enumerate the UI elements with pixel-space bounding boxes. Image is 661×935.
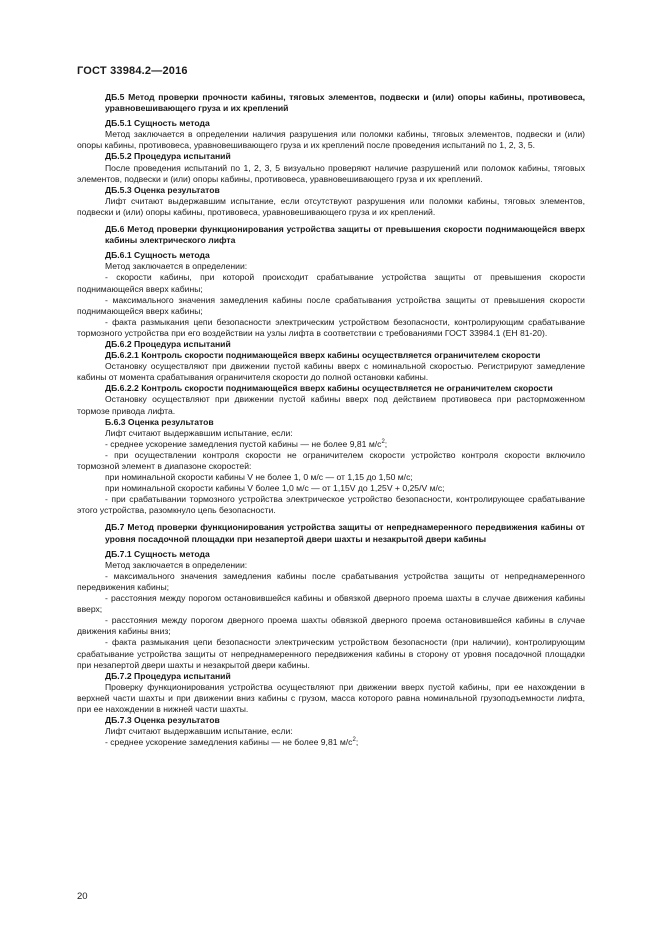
subsection-heading: ДБ.7.1 Сущность метода <box>105 548 210 559</box>
subsection-heading: ДБ.5.3 Оценка результатов <box>105 184 220 195</box>
list-item-text: - среднее ускорение замедления кабины — не более 9,81 м/с <box>105 737 353 748</box>
subsection-heading: ДБ.5.2 Процедура испытаний <box>105 151 231 162</box>
subsection-heading: ДБ.6.2.1 Контроль скорости поднимающейся вверх кабины осуществляется ограничителем скорости <box>105 350 541 361</box>
superscript: 2 <box>381 438 385 445</box>
list-item: - факта размыкания цепи безопасности электрическим устройством безопасности, контролирующим срабатывание тормозного устройства при его воздействии на узлы лифта в соответствии с требованиями ГОСТ 33984.1 (ЕН 81-20). <box>77 316 585 338</box>
list-item: - при срабатывании тормозного устройства электрическое устройство безопасности, контролирующее срабатывание этого устройства, разомкнуло цепь безопасности. <box>77 494 585 516</box>
list-item: - максимального значения замедления кабины после срабатывания устройства защиты от непреднамеренного передвижения кабины; <box>77 570 585 592</box>
list-item <box>77 737 585 748</box>
list-item: - максимального значения замедления кабины после срабатывания устройства защиты от превышения скорости поднимающейся вверх кабины; <box>77 294 585 316</box>
subsection-heading: ДБ.7.3 Оценка результатов <box>105 715 220 726</box>
list-item: - расстояния между порогом остановившейся кабины и обвязкой дверного проема шахты в случае движения кабины вверх; <box>77 593 585 615</box>
list-item <box>77 439 585 450</box>
punctuation: ; <box>384 438 388 449</box>
standard-header: ГОСТ 33984.2—2016 <box>77 65 188 77</box>
paragraph: при номинальной скорости кабины V не более 1, 0 м/с — от 1,15 до 1,50 м/с; <box>105 472 413 483</box>
superscript: 2 <box>352 737 356 744</box>
paragraph: при номинальной скорости кабины V более 1,0 м/с — от 1,15V до 1,25V + 0,25/V м/с; <box>105 483 445 494</box>
subsection-heading: ДБ.7.2 Процедура испытаний <box>105 670 231 681</box>
paragraph: Лифт считают выдержавшим испытание, если отсутствуют разрушения или поломки кабины, тяговых элементов, подвески и (или) опоры кабины, противовеса, уравновешивающего груза и их креплений. <box>77 195 585 217</box>
paragraph: Лифт считают выдержавшим испытание, если: <box>105 427 293 438</box>
section-heading-db7: ДБ.7 Метод проверки функционирования устройства защиты от непреднамеренного передвижения кабины от уровня посадочной площадки при незапертой двери шахты и незакрытой двери кабины <box>105 522 585 544</box>
section-heading-db6: ДБ.6 Метод проверки функционирования устройства защиты от превышения скорости поднимающейся вверх кабины электрического лифта <box>105 224 585 246</box>
paragraph: Остановку осуществляют при движении пустой кабины вверх под действием противовеса при расторможенном тормозе привода лифта. <box>77 394 585 416</box>
list-item: - факта размыкания цепи безопасности электрическим устройством безопасности (при наличии), контролирующим срабатывание устройства защиты от непреднамеренного передвижения кабины в сторону от уровня посадочной площадки при незапертой двери шахты и незакрытой двери кабины. <box>77 637 585 670</box>
section-heading-db5: ДБ.5 Метод проверки прочности кабины, тяговых элементов, подвески и (или) опоры кабины, противовеса, уравновешивающего груза и их креплений <box>105 92 585 114</box>
document-body <box>77 92 585 748</box>
subsection-heading: Б.6.3 Оценка результатов <box>105 416 214 427</box>
subsection-heading: ДБ.6.1 Сущность метода <box>105 250 210 261</box>
page-number: 20 <box>77 891 88 902</box>
paragraph: Метод заключается в определении: <box>105 559 248 570</box>
subsection-heading: ДБ.6.2.2 Контроль скорости поднимающейся вверх кабины осуществляется не ограничителем скорости <box>105 383 553 394</box>
list-item: - скорости кабины, при которой происходит срабатывание устройства защиты от превышения скорости поднимающейся вверх кабины; <box>77 272 585 294</box>
list-item: - при осуществлении контроля скорости не ограничителем скорости устройство контроля скорости включило тормозной элемент в диапазоне скоростей: <box>77 449 585 471</box>
paragraph: Метод заключается в определении наличия разрушения или поломки кабины, тяговых элементов, подвески и (или) опоры кабины, противовеса, уравновешивающего груза и их креплений после проведения испытаний по 1, 2, 3, 5. <box>77 129 585 151</box>
paragraph: Лифт считают выдержавшим испытание, если: <box>105 726 293 737</box>
punctuation: ; <box>355 737 359 748</box>
list-item: - расстояния между порогом дверного проема шахты обвязкой дверного проема остановившейся кабины в случае движения кабины вниз; <box>77 615 585 637</box>
paragraph: Остановку осуществляют при движении пустой кабины вверх с номинальной скоростью. Регистрируют замедление кабины от момента срабатывания ограничителя скорости до полной остановки кабины. <box>77 361 585 383</box>
list-item-text: - среднее ускорение замедления пустой кабины — не более 9,81 м/с <box>105 438 382 449</box>
paragraph: Проверку функционирования устройства осуществляют при движении вверх пустой кабины, при ее нахождении в верхней части шахты и при движении вниз кабины с грузом, масса которого равна номинальной грузоподъемности лифта, при ее нахождении в нижней части шахты. <box>77 681 585 714</box>
subsection-heading: ДБ.6.2 Процедура испытаний <box>105 338 231 349</box>
paragraph: Метод заключается в определении: <box>105 261 248 272</box>
subsection-heading: ДБ.5.1 Сущность метода <box>105 118 210 129</box>
paragraph: После проведения испытаний по 1, 2, 3, 5 визуально проверяют наличие разрушений или поломок кабины, тяговых элементов, подвески и (или) опоры кабины, противовеса, уравновешивающего груза и их креплений. <box>77 162 585 184</box>
